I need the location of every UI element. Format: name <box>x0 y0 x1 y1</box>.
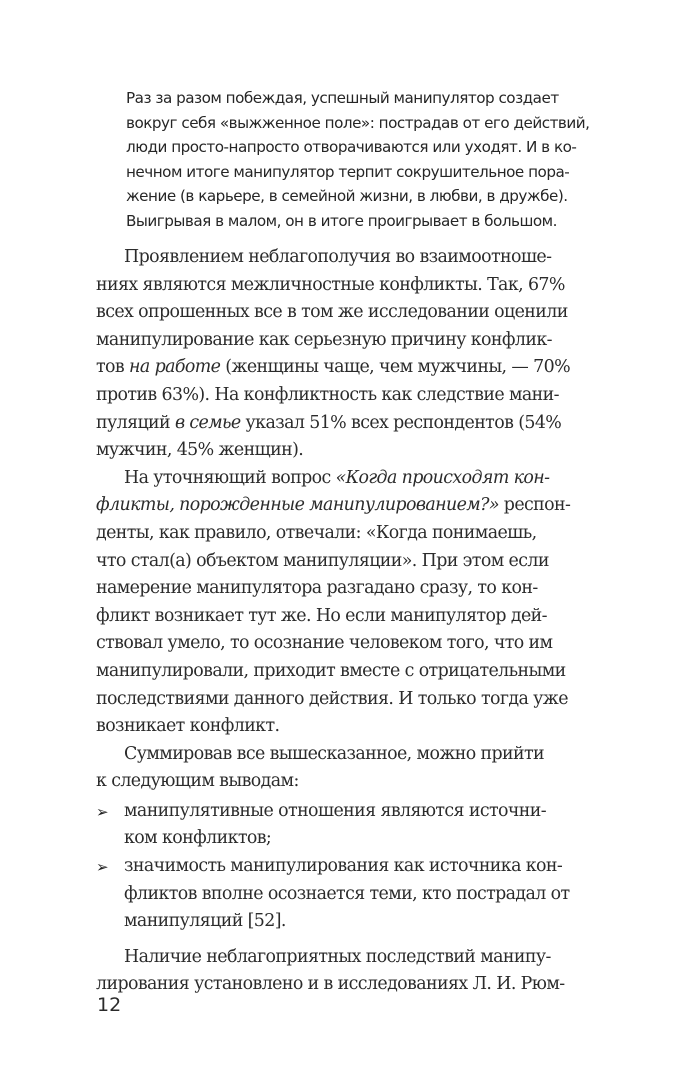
text-line <box>96 410 656 438</box>
text-run: респон- <box>498 495 571 516</box>
callout-line: Выигрывая в малом, он в итоге проигрывает в большом. <box>126 211 557 230</box>
emphasis-text: в семье <box>174 412 241 433</box>
body-text <box>96 244 656 999</box>
text-line: всех опрошенных все в том же исследовании оценили <box>96 302 568 323</box>
emphasis-text: на работе <box>129 357 221 378</box>
text-line: ком конфликтов; <box>124 828 272 849</box>
text-line: Суммировав все вышесказанное, можно прийти <box>124 743 545 764</box>
text-line: Наличие неблагоприятных последствий манипу- <box>124 946 551 967</box>
text-run: (женщины чаще, чем мужчины, — 70% <box>220 357 570 378</box>
paragraph-question <box>96 465 656 741</box>
list-item <box>96 798 656 853</box>
text-line <box>96 492 656 520</box>
paragraph-consequences <box>96 944 656 999</box>
text-line: к следующим выводам: <box>96 771 299 792</box>
text-line: манипуляций [52]. <box>124 911 286 932</box>
text-line: что стал(а) объектом манипуляции». При этом если <box>96 550 549 571</box>
callout-line: Раз за разом побеждая, успешный манипулятор создает <box>126 89 559 107</box>
text-run: тов <box>96 357 130 378</box>
text-line <box>96 465 656 493</box>
text-line: значимость манипулирования как источника кон- <box>124 856 563 877</box>
page-number: 12 <box>97 994 122 1016</box>
text-line: ствовал умело, то осознание человеком того, что им <box>96 633 553 654</box>
text-run: указал 51% всех респондентов (54% <box>240 412 562 433</box>
callout-line: жение (в карьере, в семейной жизни, в любви, в дружбе). <box>126 187 568 206</box>
text-run: На уточняющий вопрос <box>124 467 336 488</box>
callout-line: люди просто-напросто отворачиваются или уходят. И в ко- <box>126 138 577 157</box>
paragraph-conflicts <box>96 244 656 465</box>
text-line: мужчин, 45% женщин). <box>96 440 304 461</box>
text-line: возникает конфликт. <box>96 716 280 737</box>
text-line: фликтов вполне осознается теми, кто пострадал от <box>124 883 570 904</box>
emphasis-text: «Когда происходят кон- <box>335 467 550 488</box>
callout-line: нечном итоге манипулятор терпит сокрушительное пора- <box>126 162 570 181</box>
callout-line: вокруг себя «выжженное поле»: пострадав от его действий, <box>126 113 590 132</box>
emphasis-text: фликты, порожденные манипулированием?» <box>96 495 499 516</box>
arrow-bullet-icon: ➢ <box>96 802 108 821</box>
text-line: манипулирование как серьезную причину конфлик- <box>96 329 552 350</box>
arrow-bullet-icon: ➢ <box>96 858 108 877</box>
paragraph-summary <box>96 741 656 796</box>
text-line: манипулятивные отношения являются источни- <box>124 800 547 821</box>
list-item <box>96 853 656 936</box>
text-line: лирования установлено и в исследованиях Л. И. Рюм- <box>96 974 565 995</box>
text-line: против 63%). На конфликтность как следствие мани- <box>96 384 559 405</box>
text-line: ниях являются межличностные конфликты. Так, 67% <box>96 274 565 295</box>
text-line: манипулировали, приходит вместе с отрицательными <box>96 660 566 681</box>
text-line: последствиями данного действия. И только тогда уже <box>96 688 568 709</box>
text-line: денты, как правило, отвечали: «Когда понимаешь, <box>96 522 537 543</box>
text-line: фликт возникает тут же. Но если манипулятор дей- <box>96 605 547 626</box>
text-line: намерение манипулятора разгадано сразу, то кон- <box>96 578 538 599</box>
text-line: Проявлением неблагополучия во взаимоотноше- <box>124 247 552 267</box>
text-line <box>96 354 656 382</box>
text-run: пуляций <box>96 412 175 433</box>
callout-box <box>126 86 662 234</box>
